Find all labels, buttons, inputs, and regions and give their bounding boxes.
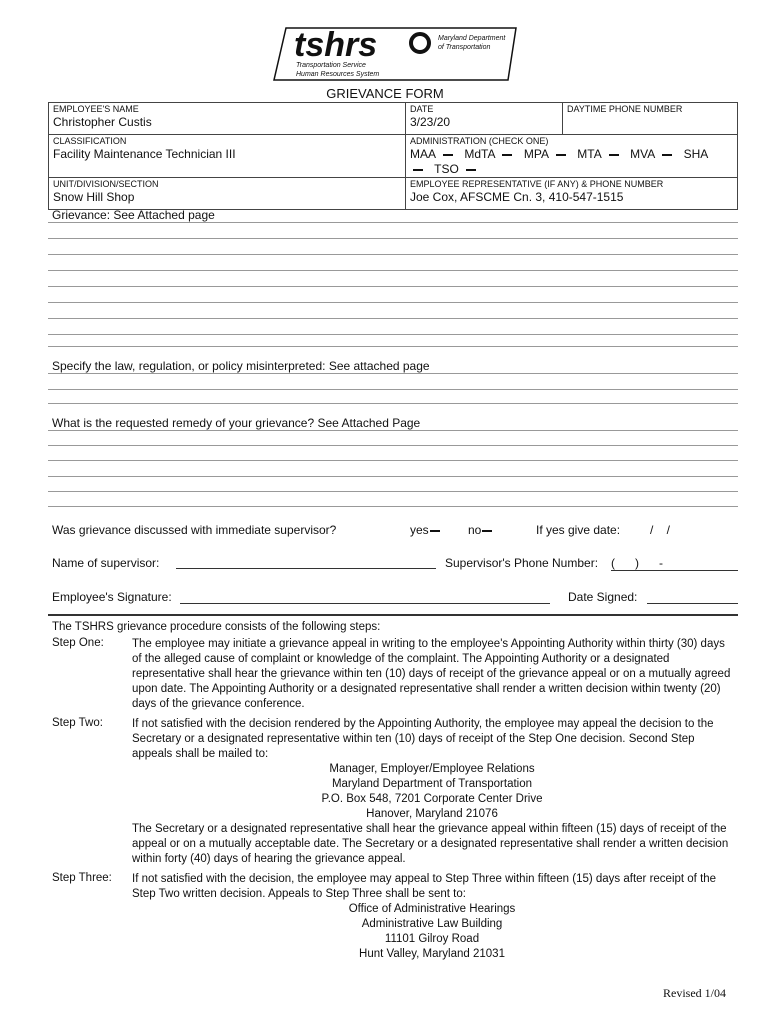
administration-label: ADMINISTRATION (CHECK ONE) [410, 136, 549, 146]
writing-line[interactable] [48, 334, 738, 335]
writing-line[interactable] [48, 318, 738, 319]
address-line: Maryland Department of Transportation [331, 778, 533, 790]
writing-line[interactable] [48, 238, 738, 239]
logo-wordmark: tshrs [294, 26, 378, 64]
logo-dept2: of Transportation [438, 44, 491, 51]
revision-note: Revised 1/04 [663, 986, 726, 1000]
checkbox-line[interactable] [430, 530, 440, 532]
administration-options [410, 147, 733, 177]
step2-text: If not satisfied with the decision rendered by the Appointing Authority, the employee may appeal the decision to the Secretary or a designated representative within ten (10) days of receipt of the Step One decision. Second Step appeals shall be mailed to: [132, 718, 714, 760]
admin-option-tso[interactable]: TSO [434, 162, 459, 176]
checkbox-line[interactable] [466, 169, 476, 171]
discussed-label: Was grievance discussed with immediate supervisor? [52, 523, 337, 537]
remedy-label: What is the requested remedy of your grievance? [52, 416, 315, 430]
supervisor-name-label: Name of supervisor: [52, 556, 160, 570]
representative-cell[interactable] [406, 178, 738, 210]
admin-option-mta[interactable]: MTA [577, 147, 602, 161]
writing-line[interactable] [48, 270, 738, 271]
date-label: DATE [410, 104, 434, 114]
supervisor-phone-label: Supervisor's Phone Number: [445, 556, 599, 570]
admin-option-mdta[interactable]: MdTA [464, 147, 496, 161]
grievance-field [52, 208, 215, 223]
logo-line1: Transportation Service [296, 62, 366, 69]
employee-name-cell[interactable] [49, 103, 406, 135]
step3-head: Step Three: [52, 872, 112, 884]
logo-dept1: Maryland Department [438, 35, 506, 42]
writing-line[interactable] [48, 460, 738, 461]
step1-text: The employee may initiate a grievance appeal in writing to the employee's Appointing Authority within thirty (30) days of the alleged cause of complaint or knowledge of the complaint. The Appointing Authority or a designated representative shall hear the grievance within ten (10) days of receipt of the grievance appeal or on a mutually agreed upon date. The Appointing Authority or a designated representative shall render a written decision within twenty (20) days of the grievance conference. [132, 638, 731, 710]
unit-value[interactable]: Snow Hill Shop [53, 190, 135, 204]
unit-label: UNIT/DIVISION/SECTION [53, 179, 159, 189]
writing-line[interactable] [48, 403, 738, 404]
checkbox-line[interactable] [662, 154, 672, 156]
signature-line[interactable] [180, 603, 550, 604]
phone-cell[interactable] [563, 103, 738, 135]
checkbox-line[interactable] [556, 154, 566, 156]
writing-line[interactable] [48, 445, 738, 446]
administration-cell [406, 135, 738, 178]
step2-head: Step Two: [52, 717, 103, 729]
classification-label: CLASSIFICATION [53, 136, 127, 146]
admin-option-maa[interactable]: MAA [410, 147, 437, 161]
representative-label: EMPLOYEE REPRESENTATIVE (IF ANY) & PHONE NUMBER [410, 179, 664, 189]
remedy-value[interactable]: See Attached Page [317, 416, 421, 430]
representative-value[interactable]: Joe Cox, AFSCME Cn. 3, 410-547-1515 [410, 190, 624, 204]
step2-text2: The Secretary or a designated representative shall hear the grievance appeal within fifteen (15) days of receipt of the appeal or on a mutually acceptable date. The Secretary or a designated representative shall render a written decision within forty (40) days of hearing the grievance appeal. [132, 823, 729, 865]
grievance-value[interactable]: See Attached page [113, 208, 215, 222]
writing-line[interactable] [48, 346, 738, 347]
admin-option-mva[interactable]: MVA [630, 147, 656, 161]
admin-option-mpa[interactable]: MPA [523, 147, 549, 161]
supervisor-name-line[interactable] [176, 568, 436, 569]
remedy-field [52, 416, 420, 431]
grievance-label: Grievance: [52, 208, 111, 222]
section-divider [48, 614, 738, 616]
step1-head: Step One: [52, 637, 104, 649]
logo-graphic [272, 26, 518, 81]
checkbox-line[interactable] [443, 154, 453, 156]
address-line: 11101 Gilroy Road [384, 933, 480, 945]
address-line: Hunt Valley, Maryland 21031 [359, 948, 505, 960]
supervisor-phone-field[interactable]: ( ) - [611, 556, 738, 571]
date-cell[interactable] [406, 103, 563, 135]
form-title: GRIEVANCE FORM [326, 86, 444, 101]
no-option[interactable] [468, 523, 500, 537]
step2-address [132, 762, 732, 822]
date-signed-line[interactable] [647, 603, 738, 604]
address-line: P.O. Box 548, 7201 Corporate Center Drive [321, 793, 543, 805]
employee-name-label: EMPLOYEE'S NAME [53, 104, 139, 114]
logo-line2: Human Resources System [296, 71, 380, 78]
employee-info-grid [48, 102, 738, 210]
writing-line[interactable] [48, 286, 738, 287]
yes-option[interactable] [410, 523, 448, 537]
writing-line[interactable] [48, 476, 738, 477]
admin-option-sha[interactable]: SHA [683, 147, 709, 161]
checkbox-line[interactable] [502, 154, 512, 156]
writing-line[interactable] [48, 373, 738, 374]
step3-text: If not satisfied with the decision, the employee may appeal to Step Three within fifteen (15) days after receipt of the Step Two written decision. Appeals to Step Three shall be sent to: [132, 873, 717, 900]
signature-label: Employee's Signature: [52, 590, 172, 604]
checkbox-line[interactable] [413, 169, 423, 171]
classification-cell[interactable] [49, 135, 406, 178]
law-field [52, 359, 430, 374]
no-label: no [468, 523, 482, 537]
if-yes-label: If yes give date: [536, 523, 621, 537]
writing-line[interactable] [48, 254, 738, 255]
address-line: Manager, Employer/Employee Relations [329, 763, 535, 775]
checkbox-line[interactable] [609, 154, 619, 156]
writing-line[interactable] [48, 302, 738, 303]
date-value[interactable]: 3/23/20 [410, 115, 451, 129]
address-line: Hanover, Maryland 21076 [366, 808, 498, 820]
address-line: Office of Administrative Hearings [348, 903, 516, 915]
writing-line[interactable] [48, 491, 738, 492]
step3-address [132, 902, 732, 962]
unit-cell[interactable] [49, 178, 406, 210]
yes-label: yes [410, 523, 429, 537]
date-signed-label: Date Signed: [568, 590, 638, 604]
writing-line[interactable] [48, 430, 738, 431]
phone-label: DAYTIME PHONE NUMBER [567, 104, 683, 114]
classification-value[interactable]: Facility Maintenance Technician III [53, 147, 236, 161]
address-line: Administrative Law Building [361, 918, 503, 930]
tshrs-logo [272, 26, 518, 81]
writing-line[interactable] [48, 222, 738, 223]
law-label: Specify the law, regulation, or policy misinterpreted: [52, 359, 326, 373]
discussed-date-field[interactable]: / / [650, 523, 671, 537]
procedure-intro: The TSHRS grievance procedure consists of the following steps: [52, 621, 381, 633]
writing-line[interactable] [48, 389, 738, 390]
writing-line[interactable] [48, 506, 738, 507]
employee-name-value[interactable]: Christopher Custis [53, 115, 152, 129]
checkbox-line[interactable] [482, 530, 492, 532]
law-value[interactable]: See attached page [328, 359, 430, 373]
